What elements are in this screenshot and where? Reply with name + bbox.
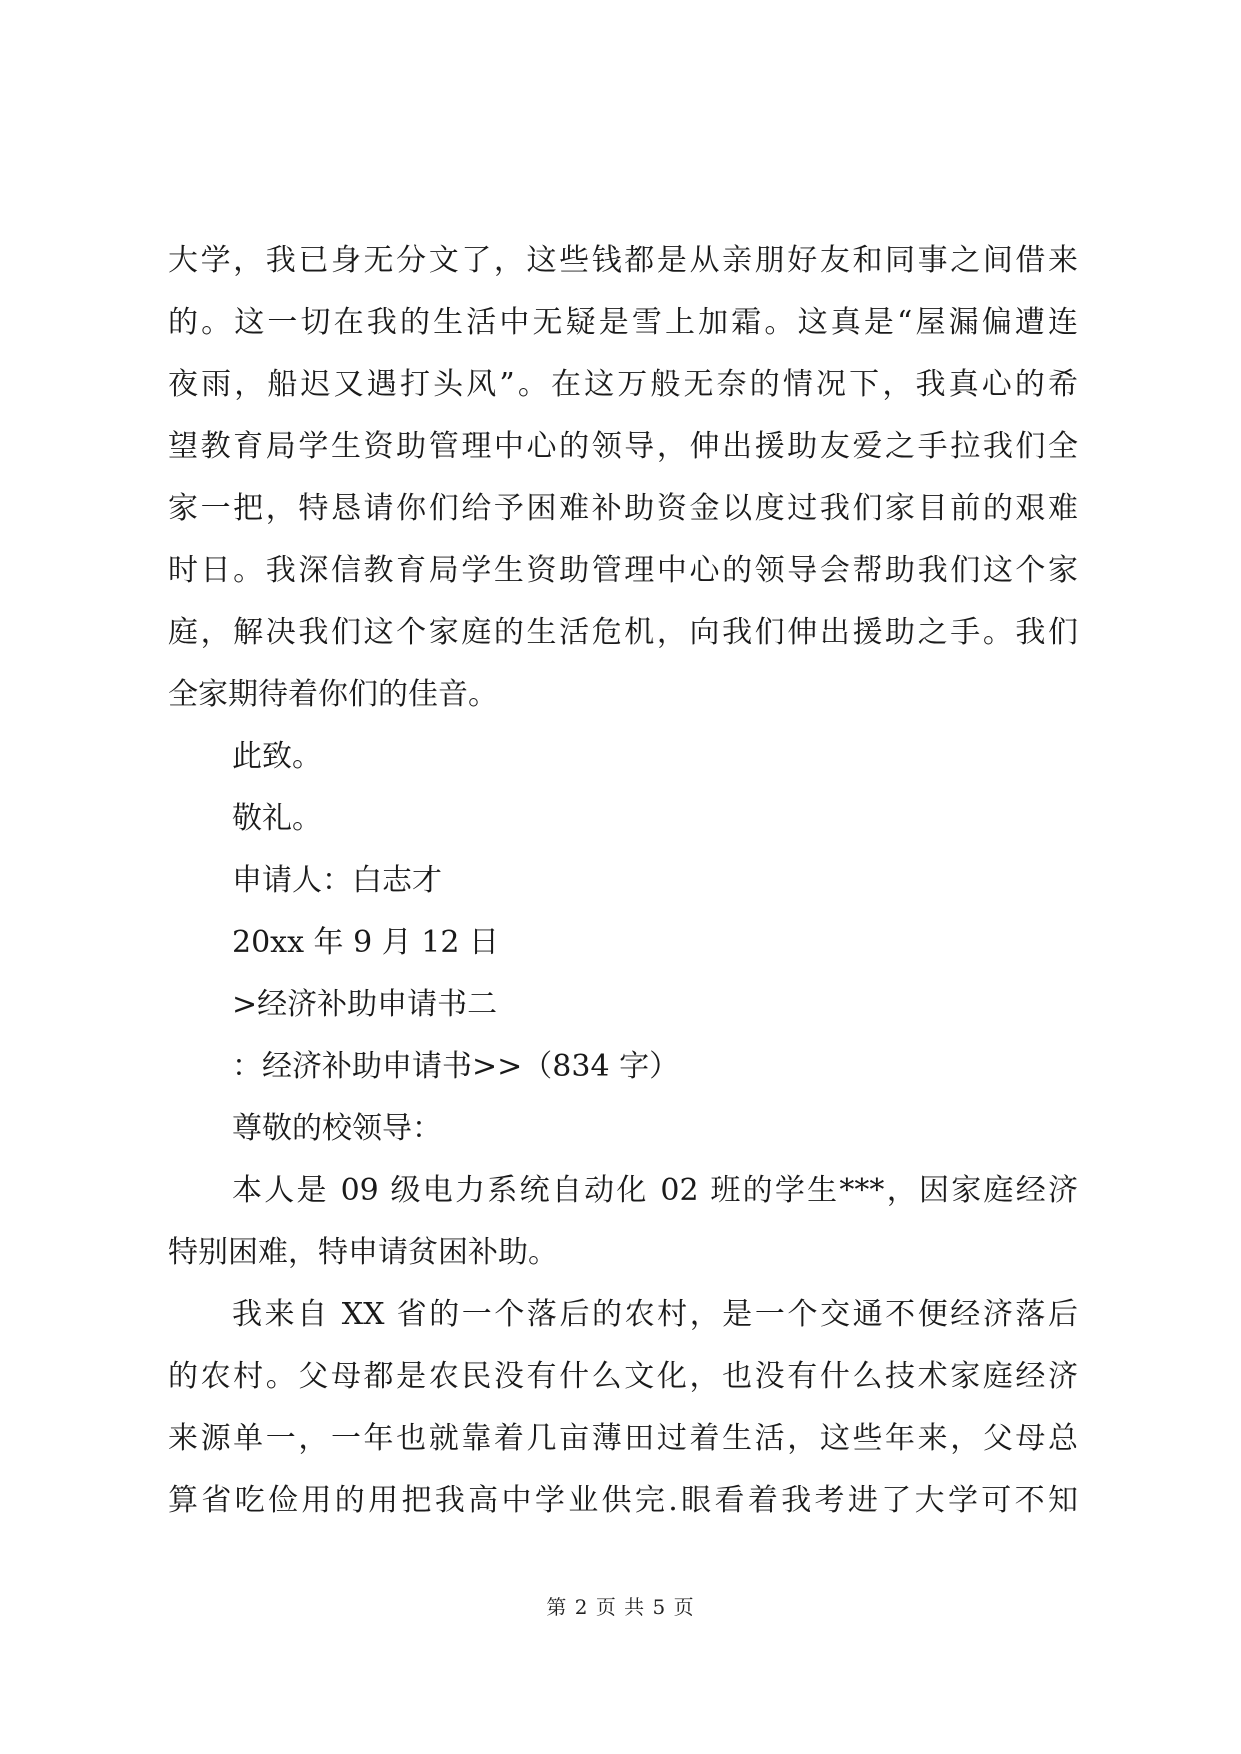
paragraph-line: 全家期待着你们的佳音。	[168, 677, 498, 712]
paragraph-line: 时日。我深信教育局学生资助管理中心的领导会帮助我们这个家	[168, 553, 1078, 588]
application-date: 20xx 年 9 月 12 日	[232, 925, 499, 960]
section-heading: >经济补助申请书二	[232, 987, 498, 1022]
paragraph-line: 望教育局学生资助管理中心的领导，伸出援助友爱之手拉我们全	[168, 429, 1078, 464]
paragraph-line: 家一把，特恳请你们给予困难补助资金以度过我们家目前的艰难	[168, 491, 1078, 526]
page-number-footer: 第 2 页 共 5 页	[546, 1595, 695, 1619]
paragraph-line: 庭，解决我们这个家庭的生活危机，向我们伸出援助之手。我们	[168, 615, 1078, 650]
paragraph-line: 的。这一切在我的生活中无疑是雪上加霜。这真是“屋漏偏遭连	[168, 305, 1078, 340]
paragraph-line: 大学，我已身无分文了，这些钱都是从亲朋好友和同事之间借来	[168, 243, 1078, 278]
paragraph-line: 我来自 XX 省的一个落后的农村，是一个交通不便经济落后	[232, 1297, 1078, 1332]
section-subheading: ：经济补助申请书>>（834 字）	[232, 1049, 680, 1084]
paragraph-line: 本人是 09 级电力系统自动化 02 班的学生***，因家庭经济	[232, 1173, 1078, 1208]
letter-greeting: 尊敬的校领导：	[232, 1111, 442, 1146]
paragraph-line: 夜雨，船迟又遇打头风”。在这万般无奈的情况下，我真心的希	[168, 367, 1078, 402]
paragraph-line: 来源单一，一年也就靠着几亩薄田过着生活，这些年来，父母总	[168, 1421, 1078, 1456]
applicant-signature: 申请人：白志才	[232, 863, 442, 898]
paragraph-line: 特别困难，特申请贫困补助。	[168, 1235, 558, 1270]
closing-salutation: 此致。	[232, 739, 322, 774]
document-body	[168, 230, 1078, 1532]
closing-regards: 敬礼。	[232, 801, 322, 836]
paragraph-line: 的农村。父母都是农民没有什么文化，也没有什么技术家庭经济	[168, 1359, 1078, 1394]
paragraph-line: 算省吃俭用的用把我高中学业供完.眼看着我考进了大学可不知	[168, 1483, 1078, 1518]
